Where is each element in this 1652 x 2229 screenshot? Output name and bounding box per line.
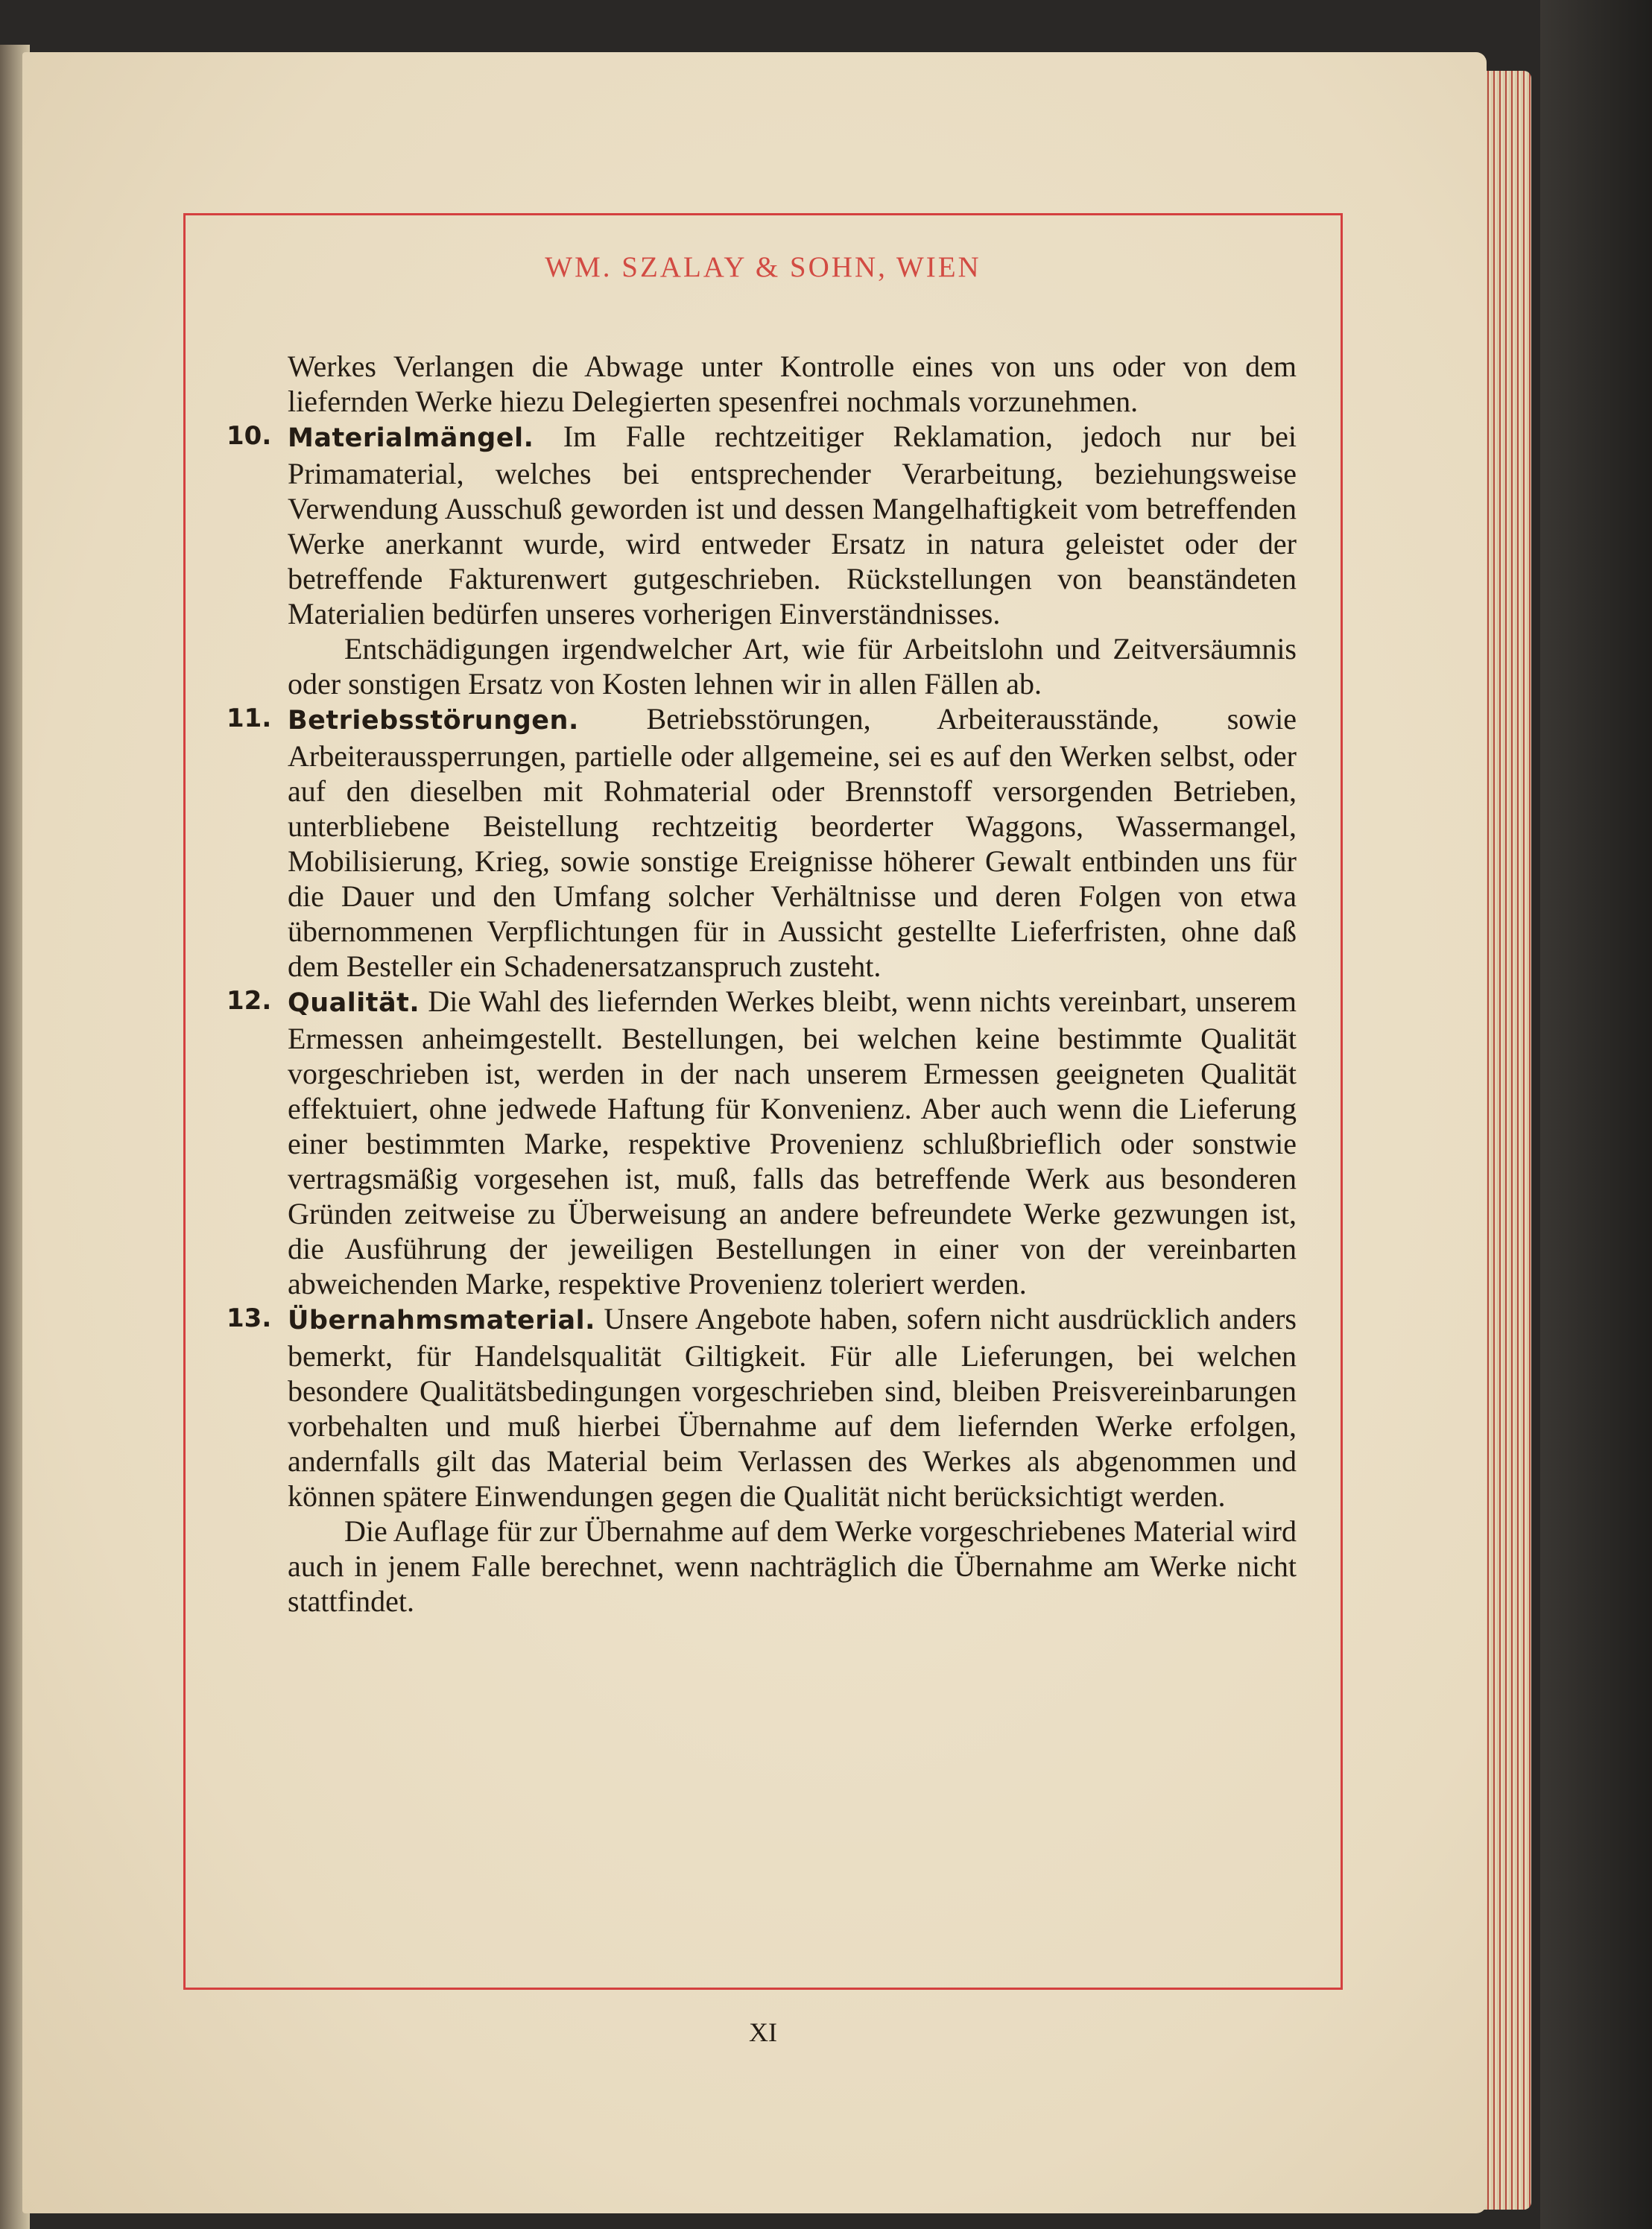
- running-head: WM. SZALAY & SOHN, WIEN: [545, 251, 981, 283]
- clause-12: [227, 984, 1297, 1301]
- page-edges-red: [1479, 71, 1531, 2210]
- clause-number: 10.: [227, 421, 272, 451]
- clause-13: [227, 1301, 1297, 1514]
- clause-heading: Betriebsstörungen.: [288, 706, 579, 736]
- clause-13-paragraph-2: Die Auflage für zur Übernahme auf dem Werke vorgeschriebenes Material wird auch in jenem Falle berechnet, wenn nachträglich die Übernahme am Werke nicht stattfindet.: [288, 1514, 1297, 1618]
- clause-text: Die Wahl des liefernden Werkes bleibt, wenn nichts vereinbart, unserem Ermessen anheimgestellt. Bestellungen, bei welchen keine bestimmte Qualität vorgeschrieben ist, werden in der nach unserem Ermessen geeigneten Qualität effektuiert, ohne jedwede Haftung für Konvenienz. Aber auch wenn die Lieferung einer bestimmten Marke, respektive Provenienz schlußbrieflich oder sonstwie vertragsmäßig vorgesehen ist, muß, falls das betreffende Werk aus besonderen Gründen zeitweise zu Überweisung an andere befreundete Werke gezwungen ist, die Ausführung der jeweiligen Bestellungen in einer von der vereinbarten abweichenden Marke, respektive Provenienz toleriert werden.: [288, 984, 1297, 1300]
- clause-heading: Qualität.: [288, 988, 420, 1018]
- clause-number: 12.: [227, 986, 272, 1016]
- body-text: [227, 349, 1297, 1619]
- clause-text: Betriebsstörungen, Arbeiterausstände, sowie Arbeiteraussperrungen, partielle oder allgemeine, sei es auf den Werken selbst, oder auf den dieselben mit Rohmaterial oder Brennstoff versorgenden Betrieben, unterbliebene Beistellung rechtzeitig beorderter Waggons, Wassermangel, Mobilisierung, Krieg, sowie sonstige Ereignisse höherer Gewalt entbinden uns für die Dauer und den Umfang solcher Verhältnisse und deren Folgen von etwa übernommenen Verpflichtungen für in Aussicht gestellte Lieferfristen, ohne daß dem Besteller ein Schadenersatzanspruch zusteht.: [288, 702, 1297, 983]
- book-cover-right: [1540, 0, 1652, 2229]
- page-number: XI: [749, 2017, 777, 2047]
- clause-text: Unsere Angebote haben, sofern nicht ausdrücklich anders bemerkt, für Handelsqualität Giltigkeit. Für alle Lieferungen, bei welchen besondere Qualitätsbedingungen vorgeschrieben sind, bleiben Preisvereinbarungen vorbehalten und muß hierbei Übernahme auf dem liefernden Werke erfolgen, andernfalls gilt das Material beim Verlassen des Werkes als abgenommen und können spätere Einwendungen gegen die Qualität nicht berücksichtigt werden.: [288, 1302, 1297, 1513]
- intro-paragraph: Werkes Verlangen die Abwage unter Kontrolle eines von uns oder von dem liefernden Werke hiezu Delegierten spesenfrei nochmals vorzunehmen.: [288, 350, 1297, 418]
- clause-heading: Materialmängel.: [288, 423, 534, 453]
- clause-10: [227, 419, 1297, 631]
- clause-number: 11.: [227, 704, 272, 733]
- clause-number: 13.: [227, 1303, 272, 1333]
- clause-11: [227, 701, 1297, 984]
- clause-text: Im Falle rechtzeitiger Reklamation, jedoch nur bei Primamaterial, welches bei entsprechender Verarbeitung, beziehungsweise Verwendung Ausschuß geworden ist und dessen Mangelhaftigkeit vom betreffenden Werke anerkannt wurde, wird entweder Ersatz in natura geleistet oder der betreffende Fakturenwert gutgeschrieben. Rückstellungen von beanständeten Materialien bedürfen unseres vorherigen Einverständnisses.: [288, 420, 1297, 630]
- clause-10-paragraph-2: Entschädigungen irgendwelcher Art, wie für Arbeitslohn und Zeitversäumnis oder sonstigen Ersatz von Kosten lehnen wir in allen Fällen ab.: [288, 632, 1297, 701]
- clause-heading: Übernahmsmaterial.: [288, 1306, 595, 1335]
